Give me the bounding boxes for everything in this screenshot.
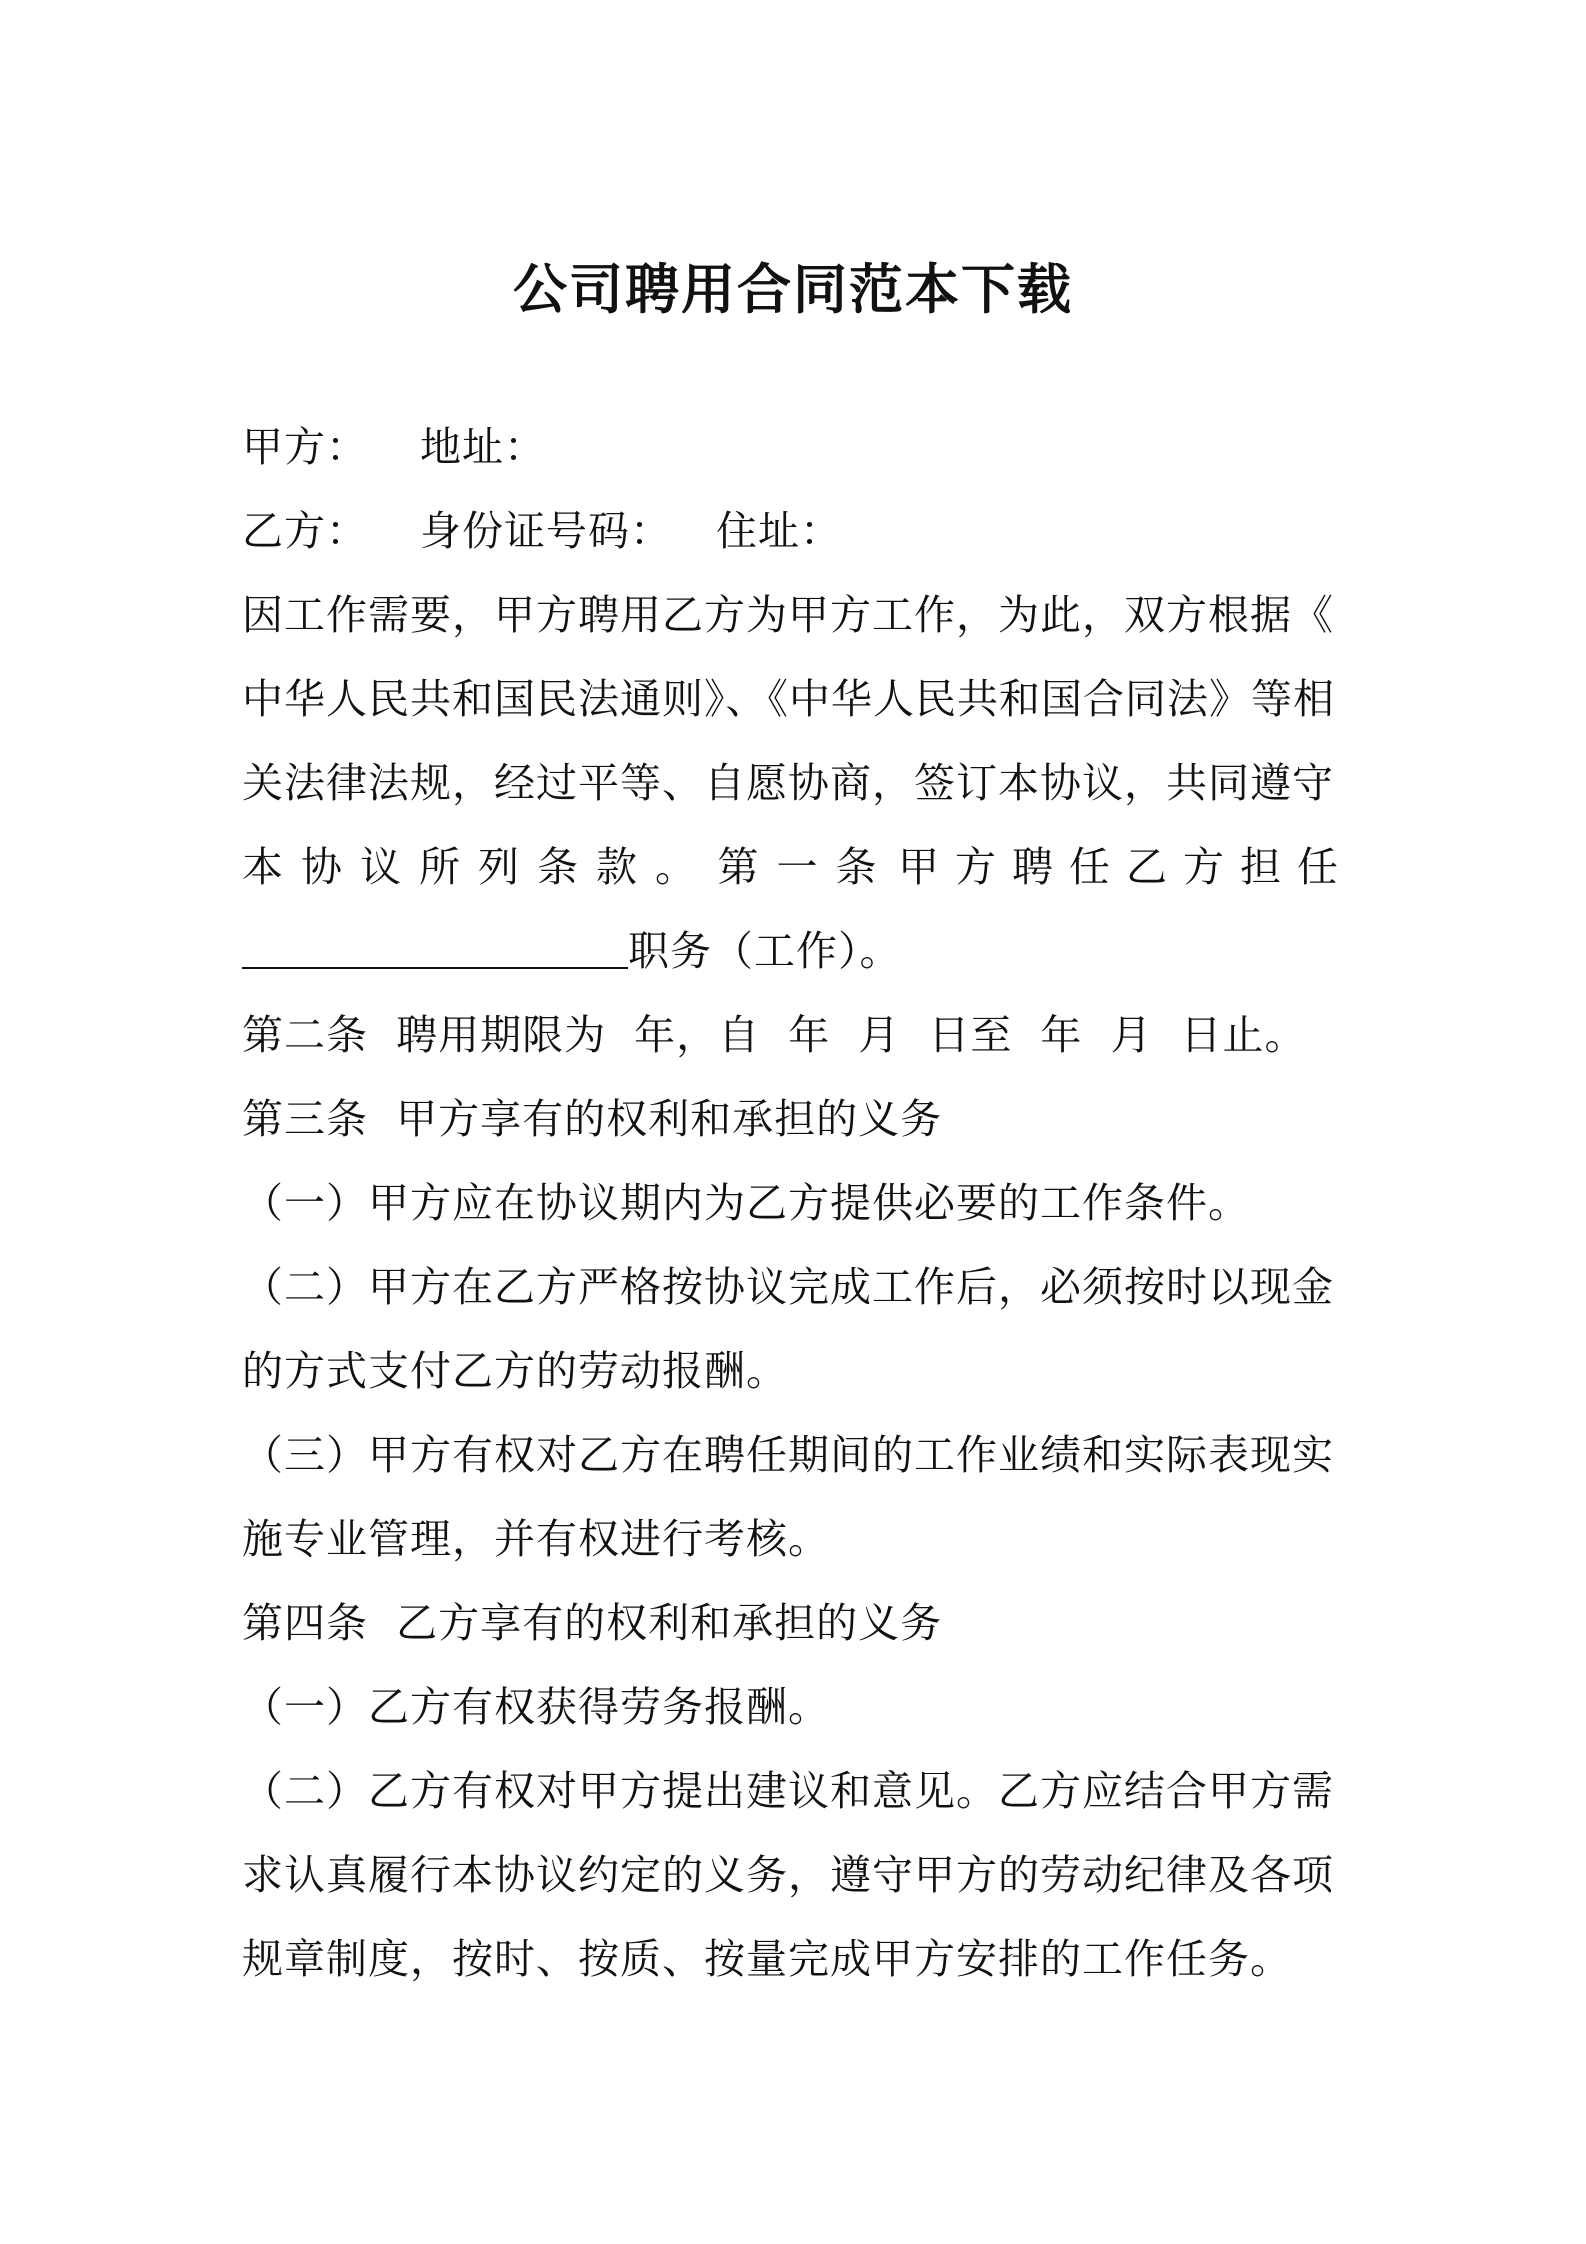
article-3-item-2-line-2: 的方式支付乙方的劳动报酬。 — [242, 1347, 788, 1395]
party-b-label: 乙方： — [242, 507, 368, 555]
article-3-item-2-line-1: （二）甲方在乙方严格按协议完成工作后，必须按时以现金 — [242, 1263, 1334, 1311]
article-3-item-3-line-1: （三）甲方有权对乙方在聘任期间的工作业绩和实际表现实 — [242, 1431, 1334, 1479]
article-4-item-1: （一）乙方有权获得劳务报酬。 — [242, 1683, 830, 1731]
party-b-line — [242, 489, 1354, 573]
article-3-item-1: （一）甲方应在协议期内为乙方提供必要的工作条件。 — [242, 1179, 1250, 1227]
article-4-heading: 第四条 乙方享有的权利和承担的义务 — [242, 1599, 943, 1647]
article-1-label: 第一条 — [717, 843, 895, 891]
document-title: 公司聘用合同范本下载 — [513, 258, 1073, 321]
intro-line-2: 中华人民共和国民法通则》、《中华人民共和国合同法》等相 — [242, 675, 1335, 723]
intro-line-1: 因工作需要，甲方聘用乙方为甲方工作，为此，双方根据《 — [242, 591, 1334, 639]
contract-body — [242, 405, 1354, 2001]
article-3-heading: 第三条 甲方享有的权利和承担的义务 — [242, 1095, 943, 1143]
article-2: 第二条 聘用期限为 年，自 年 月 日至 年 月 日止。 — [242, 1011, 1307, 1059]
party-a-label: 甲方： — [242, 423, 368, 471]
party-b-id-label: 身份证号码： — [420, 507, 672, 555]
party-b-address-label: 住址： — [716, 507, 842, 555]
position-suffix: 职务（工作）。 — [628, 927, 902, 975]
party-a-line — [242, 405, 1354, 489]
intro-line-5 — [242, 909, 1354, 993]
article-1-text: 甲方聘任乙方担任 — [898, 843, 1354, 891]
party-a-address-label: 地址： — [420, 423, 546, 471]
position-blank — [242, 909, 628, 969]
article-4-item-2-line-2: 求认真履行本协议约定的义务，遵守甲方的劳动纪律及各项 — [242, 1851, 1334, 1899]
intro-line-4 — [242, 825, 1354, 909]
intro-line-3: 关法律法规，经过平等、自愿协商，签订本协议，共同遵守 — [242, 759, 1334, 807]
article-4-item-2-line-3: 规章制度，按时、按质、按量完成甲方安排的工作任务。 — [242, 1935, 1292, 1983]
intro-clause-text: 本协议所列条款。 — [242, 843, 714, 891]
article-3-item-3-line-2: 施专业管理，并有权进行考核。 — [242, 1515, 830, 1563]
article-4-item-2-line-1: （二）乙方有权对甲方提出建议和意见。乙方应结合甲方需 — [242, 1767, 1334, 1815]
